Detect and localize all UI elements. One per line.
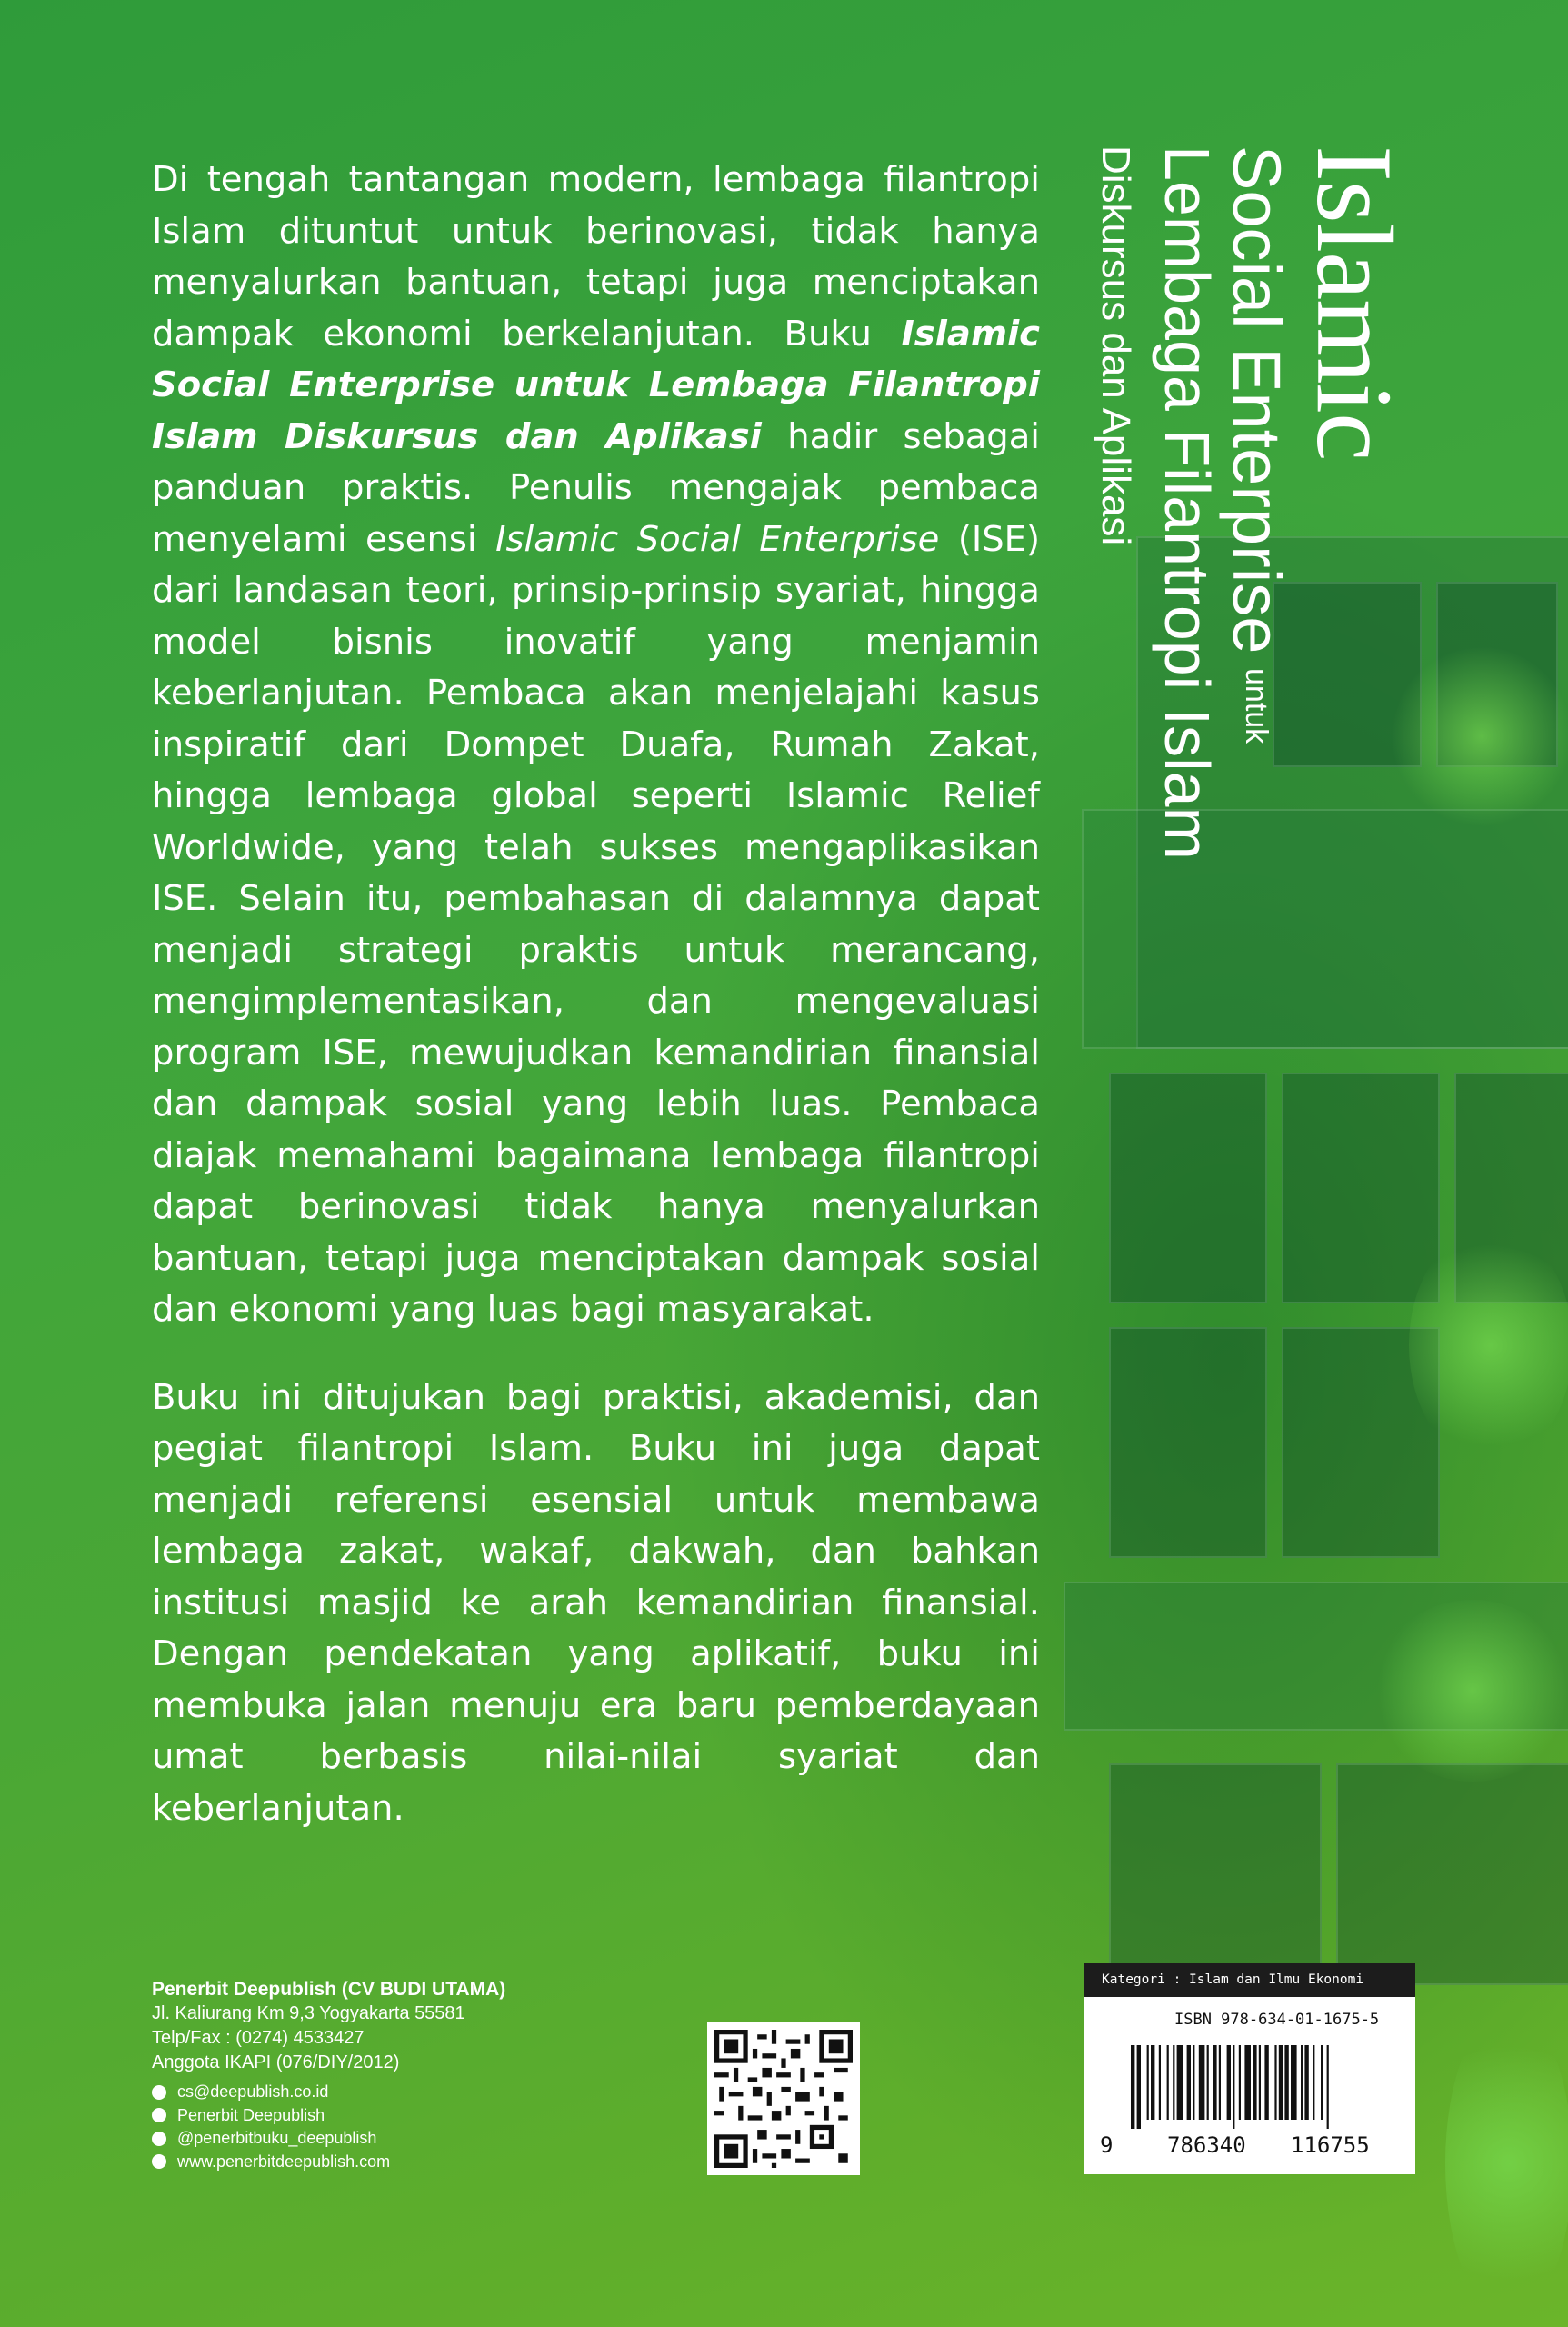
- title-social-enterprise: [1219, 145, 1294, 744]
- barcode-bar: [1167, 2045, 1169, 2120]
- barcode-bar: [1304, 2045, 1308, 2120]
- instagram-text: @penerbitbuku_deepublish: [177, 2129, 377, 2147]
- barcode-bar: [1137, 2045, 1141, 2129]
- barcode-bar: [1291, 2045, 1297, 2120]
- barcode-bar: [1159, 2045, 1161, 2120]
- barcode-bar: [1233, 2045, 1234, 2129]
- barcode-bar: [1219, 2045, 1221, 2120]
- blurb-paragraph-2: Buku ini ditujukan bagi praktisi, akademisi, dan pegiat filantropi Islam. Buku ini juga dapat menjadi referensi esensial untuk membawa lembaga zakat, wakaf, dakwah, dan bahkan institusi masjid ke arah kemandirian finansial. Dengan pendekatan yang aplikatif, buku ini membuka jalan menuju era baru pemberdayaan umat berbasis nilai-nilai syariat dan keberlanjutan.: [152, 1376, 1040, 1829]
- barcode-bar: [1199, 2045, 1205, 2120]
- isbn-barcode-label: [1084, 1963, 1415, 2174]
- blurb-text: (ISE) dari landasan teori, prinsip-prinsip syariat, hingga model bisnis inovatif yang menjamin keberlanjutan. Pembaca akan menjelajahi kasus inspiratif dari Dompet Duafa, Rumah Zakat, hingga lembaga global seperti Islamic Relief Worldwide, yang telah sukses mengaplikasikan ISE. Selain itu, pembahasan di dalamnya dapat menjadi strategi praktis untuk merancang, mengimplementasikan, dan mengevaluasi program ISE, mewujudkan kemandirian finansial dan dampak sosial yang lebih luas. Pembaca diajak memahami bagaimana lembaga filantropi dapat berinovasi tidak hanya menyalurkan bantuan, tetapi juga menciptakan dampak sosial dan ekonomi yang luas bagi masyarakat.: [152, 518, 1040, 1330]
- facebook-icon: [152, 2108, 166, 2122]
- qr-code-graphic: [714, 2030, 853, 2168]
- publisher-facebook: [152, 2104, 505, 2128]
- barcode-bar: [1213, 2045, 1216, 2120]
- barcode-bar: [1274, 2045, 1276, 2120]
- title-untuk: untuk: [1239, 668, 1273, 744]
- title-islamic: Islamic: [1294, 145, 1415, 461]
- mail-icon: [152, 2085, 166, 2100]
- ise-emphasis: Islamic Social Enterprise: [495, 518, 940, 560]
- blurb-text: Di tengah tantangan modern, lembaga filantropi Islam dituntut untuk berinovasi, tidak hanya menyalurkan bantuan, tetapi juga menciptakan dampak ekonomi berkelanjutan. Buku: [152, 159, 1040, 355]
- barcode-bar: [1321, 2045, 1323, 2120]
- blurb-paragraph-1: [152, 155, 1040, 1336]
- facebook-text: Penerbit Deepublish: [177, 2105, 325, 2124]
- publisher-email: [152, 2081, 505, 2104]
- publisher-membership: Anggota IKAPI (076/DIY/2012): [152, 2052, 400, 2072]
- subtitle: Diskursus dan Aplikasi: [1094, 145, 1138, 546]
- barcode-digits-right: 116755: [1291, 2132, 1370, 2158]
- barcode-bar: [1327, 2045, 1329, 2129]
- publisher-info: [152, 1977, 505, 2173]
- publisher-address: Jl. Kaliurang Km 9,3 Yogyakarta 55581: [152, 2003, 465, 2023]
- barcode-bar: [1173, 2045, 1174, 2120]
- category-label: Kategori : Islam dan Ilmu Ekonomi: [1084, 1963, 1415, 1997]
- blurb-text: hadir sebagai panduan praktis. Penulis mengajak pembaca menyelami esensi: [152, 415, 1041, 560]
- vertical-title: [1068, 145, 1432, 982]
- title-lembaga: Lembaga Filantropi Islam: [1152, 145, 1223, 860]
- barcode-bar: [1131, 2045, 1134, 2129]
- barcode-bar: [1177, 2045, 1183, 2120]
- barcode-bar: [1313, 2045, 1314, 2120]
- publisher-name: Penerbit Deepublish (CV BUDI UTAMA): [152, 1979, 506, 2000]
- website-text: www.penerbitdeepublish.com: [177, 2152, 391, 2171]
- barcode-bar: [1284, 2045, 1288, 2120]
- book-title-emphasis: Islamic Social Enterprise untuk Lembaga Filantropi Islam Diskursus dan Aplikasi: [152, 313, 1040, 457]
- barcode-bar: [1259, 2045, 1261, 2120]
- barcode-bars: [1129, 2045, 1379, 2129]
- globe-icon: [152, 2154, 166, 2169]
- barcode-digit-first: 9: [1100, 2132, 1114, 2158]
- barcode-bar: [1207, 2045, 1209, 2120]
- barcode-bar: [1264, 2045, 1268, 2120]
- barcode-digits-left: 786340: [1167, 2132, 1246, 2158]
- title-social-enterprise-main: Social Enterprise: [1219, 145, 1294, 654]
- barcode-bar: [1151, 2045, 1154, 2120]
- qr-code: [707, 2022, 860, 2175]
- instagram-icon: [152, 2132, 166, 2146]
- barcode-bar: [1227, 2045, 1231, 2120]
- barcode-bar: [1244, 2045, 1251, 2120]
- barcode-bar: [1187, 2045, 1191, 2120]
- email-text: cs@deepublish.co.id: [177, 2082, 329, 2101]
- blurb: [152, 155, 1040, 1871]
- barcode-bar: [1253, 2045, 1256, 2120]
- publisher-website: [152, 2151, 505, 2174]
- isbn-text: ISBN 978-634-01-1675-5: [1174, 2011, 1380, 2029]
- barcode-bar: [1301, 2045, 1303, 2120]
- barcode-bar: [1193, 2045, 1194, 2120]
- publisher-instagram: [152, 2127, 505, 2151]
- publisher-phone: Telp/Fax : (0274) 4533427: [152, 2028, 365, 2048]
- barcode-bar: [1147, 2045, 1149, 2120]
- barcode-bar: [1279, 2045, 1283, 2120]
- barcode-bar: [1239, 2045, 1241, 2120]
